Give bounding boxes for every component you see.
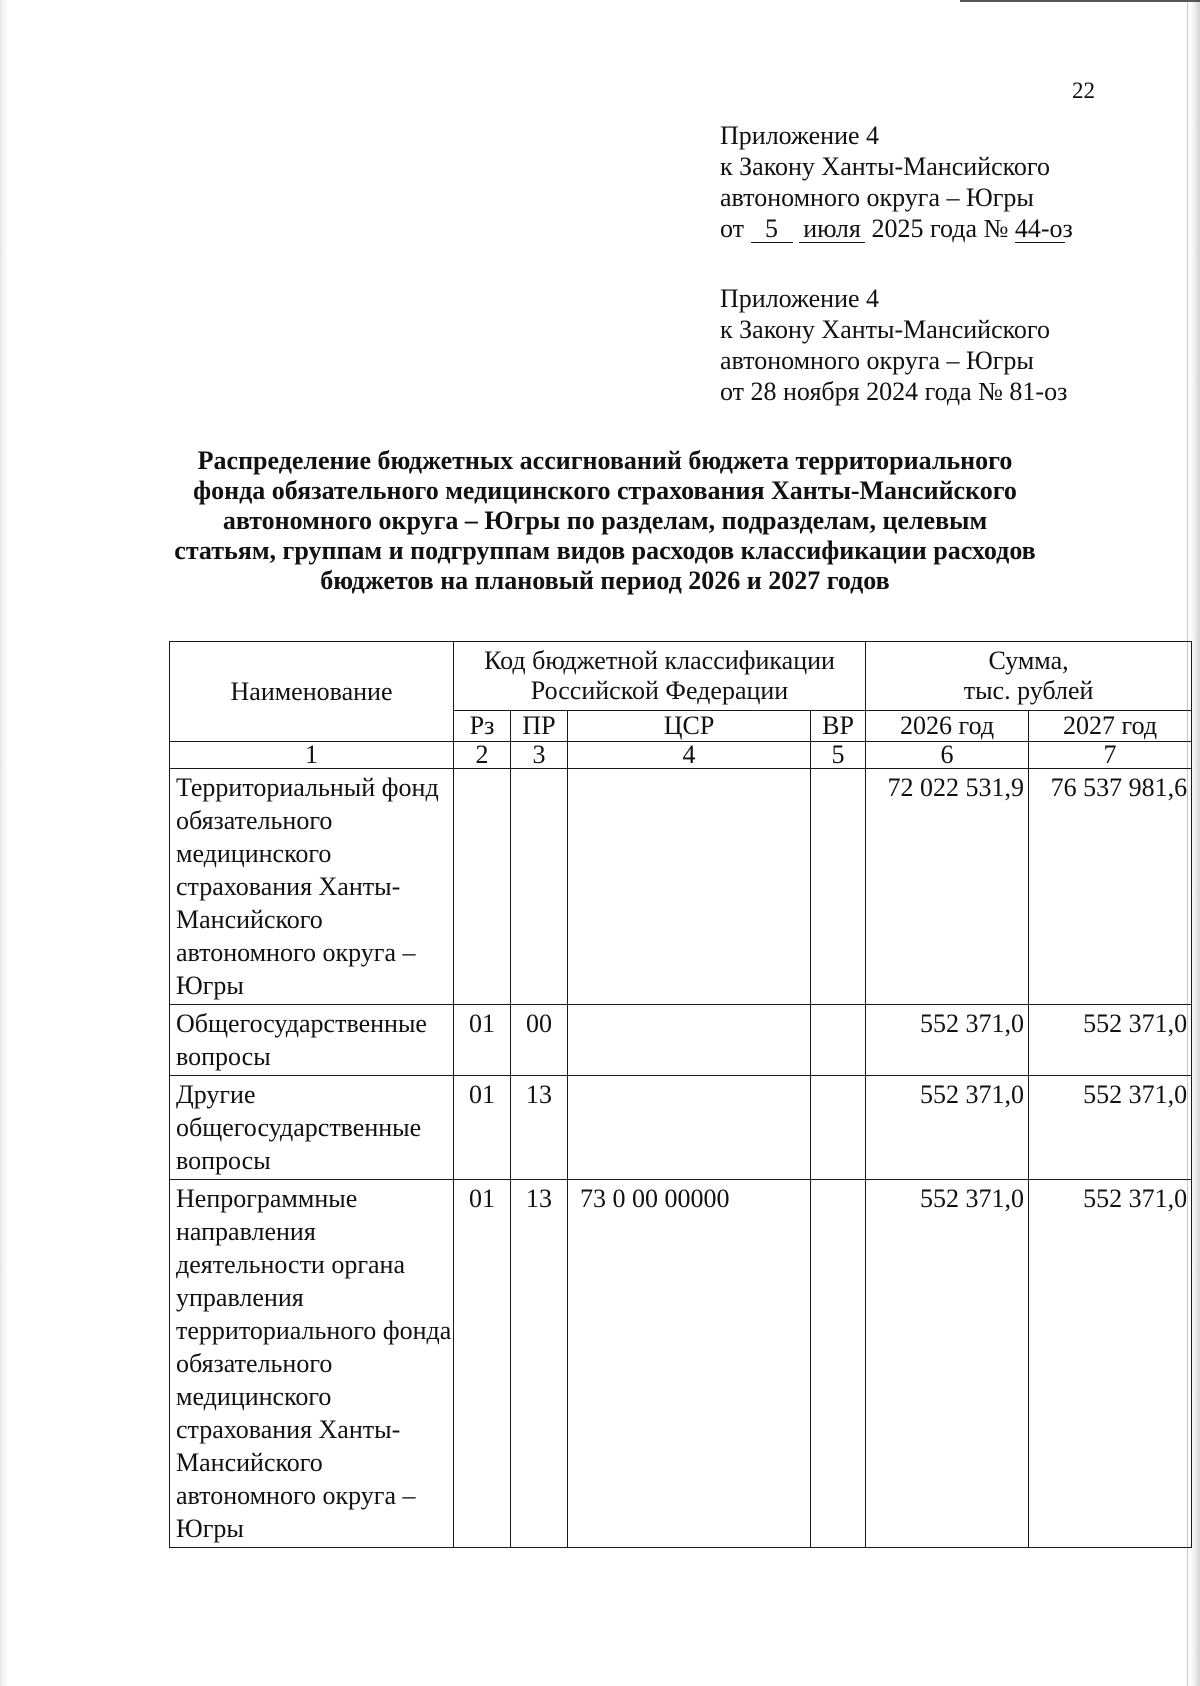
header-code-group: Код бюджетной классификации Российской Федерации: [454, 642, 866, 711]
row-sum-2027: 552 371,0: [1029, 1180, 1192, 1548]
original-appendix-title: Приложение 4: [720, 284, 880, 313]
date-prefix: от: [720, 214, 745, 243]
column-number: 1: [170, 742, 454, 769]
row-rz: 01: [454, 1076, 511, 1180]
header-sum-group: [866, 642, 1192, 711]
original-appendix-line1: к Закону Ханты-Мансийского: [720, 315, 1050, 344]
row-sum-2026: 552 371,0: [866, 1005, 1029, 1076]
row-sum-2026: 72 022 531,9: [866, 769, 1029, 1005]
original-appendix-line2: автономного округа – Югры: [720, 346, 1034, 375]
row-csr: [568, 769, 811, 1005]
row-name: Непрограммные направления деятельности органа управления территориального фонда обязательного медицинского страхования Ханты-Мансийского автономного округа – Югры: [170, 1180, 454, 1548]
header-rz: Рз: [454, 711, 511, 742]
current-appendix-block: [720, 120, 1073, 244]
row-sum-2027: 552 371,0: [1029, 1076, 1192, 1180]
original-appendix-date-line: от 28 ноября 2024 года № 81-оз: [720, 377, 1068, 406]
row-name: Другие общегосударственные вопросы: [170, 1076, 454, 1180]
page-number: 22: [1072, 78, 1095, 103]
scan-edge-top-line: [960, 0, 1200, 2]
table-row: [170, 1005, 1192, 1076]
row-rz: [454, 769, 511, 1005]
document-title: Распределение бюджетных ассигнований бюджета территориального фонда обязательного медицинского страхования Ханты-Мансийского автономного округа – Югры по разделам, подразделам, целевым статьям, группам и подгруппам видов расходов классификации расходов бюджетов на плановый период 2026 и 2027 годов: [174, 446, 1036, 595]
column-number: 2: [454, 742, 511, 769]
current-appendix-title: Приложение 4: [720, 121, 880, 150]
header-name: Наименование: [170, 642, 454, 742]
row-vr: [811, 1005, 866, 1076]
header-row-main: [170, 642, 1192, 711]
column-number: 3: [511, 742, 568, 769]
date-month: июля: [799, 216, 865, 243]
row-rz: 01: [454, 1180, 511, 1548]
header-sum-line2: тыс. рублей: [963, 676, 1094, 705]
row-pr: 00: [511, 1005, 568, 1076]
column-number: 4: [568, 742, 811, 769]
row-pr: 13: [511, 1076, 568, 1180]
column-number: 5: [811, 742, 866, 769]
row-name: Территориальный фонд обязательного медицинского страхования Ханты-Мансийского автономного округа – Югры: [170, 769, 454, 1005]
row-rz: 01: [454, 1005, 511, 1076]
row-csr: [568, 1005, 811, 1076]
column-number: 7: [1029, 742, 1192, 769]
row-pr: [511, 769, 568, 1005]
row-pr: 13: [511, 1180, 568, 1548]
scan-edge-left: [0, 0, 8, 1686]
header-csr: ЦСР: [568, 711, 811, 742]
header-year1: 2026 год: [866, 711, 1029, 742]
header-vr: ВР: [811, 711, 866, 742]
budget-table: [169, 641, 1192, 1548]
column-number: 6: [866, 742, 1029, 769]
table-row: [170, 769, 1192, 1005]
row-vr: [811, 769, 866, 1005]
header-pr: ПР: [511, 711, 568, 742]
row-sum-2026: 552 371,0: [866, 1180, 1029, 1548]
header-year2: 2027 год: [1029, 711, 1192, 742]
original-appendix-block: [720, 283, 1067, 407]
law-number: 44-оз: [1014, 214, 1073, 243]
row-csr: 73 0 00 00000: [568, 1180, 811, 1548]
row-vr: [811, 1180, 866, 1548]
header-sum-line1: Сумма,: [988, 646, 1069, 675]
table-row: [170, 1180, 1192, 1548]
header-row-numbers: [170, 742, 1192, 769]
current-appendix-date-line: [720, 213, 1073, 244]
date-year: 2025 года №: [871, 214, 1009, 243]
table-row: [170, 1076, 1192, 1180]
current-appendix-line2: автономного округа – Югры: [720, 183, 1034, 212]
row-sum-2027: 552 371,0: [1029, 1005, 1192, 1076]
row-csr: [568, 1076, 811, 1180]
date-day: 5: [751, 216, 793, 243]
row-sum-2026: 552 371,0: [866, 1076, 1029, 1180]
current-appendix-line1: к Закону Ханты-Мансийского: [720, 152, 1050, 181]
row-name: Общегосударственные вопросы: [170, 1005, 454, 1076]
row-sum-2027: 76 537 981,6: [1029, 769, 1192, 1005]
row-vr: [811, 1076, 866, 1180]
